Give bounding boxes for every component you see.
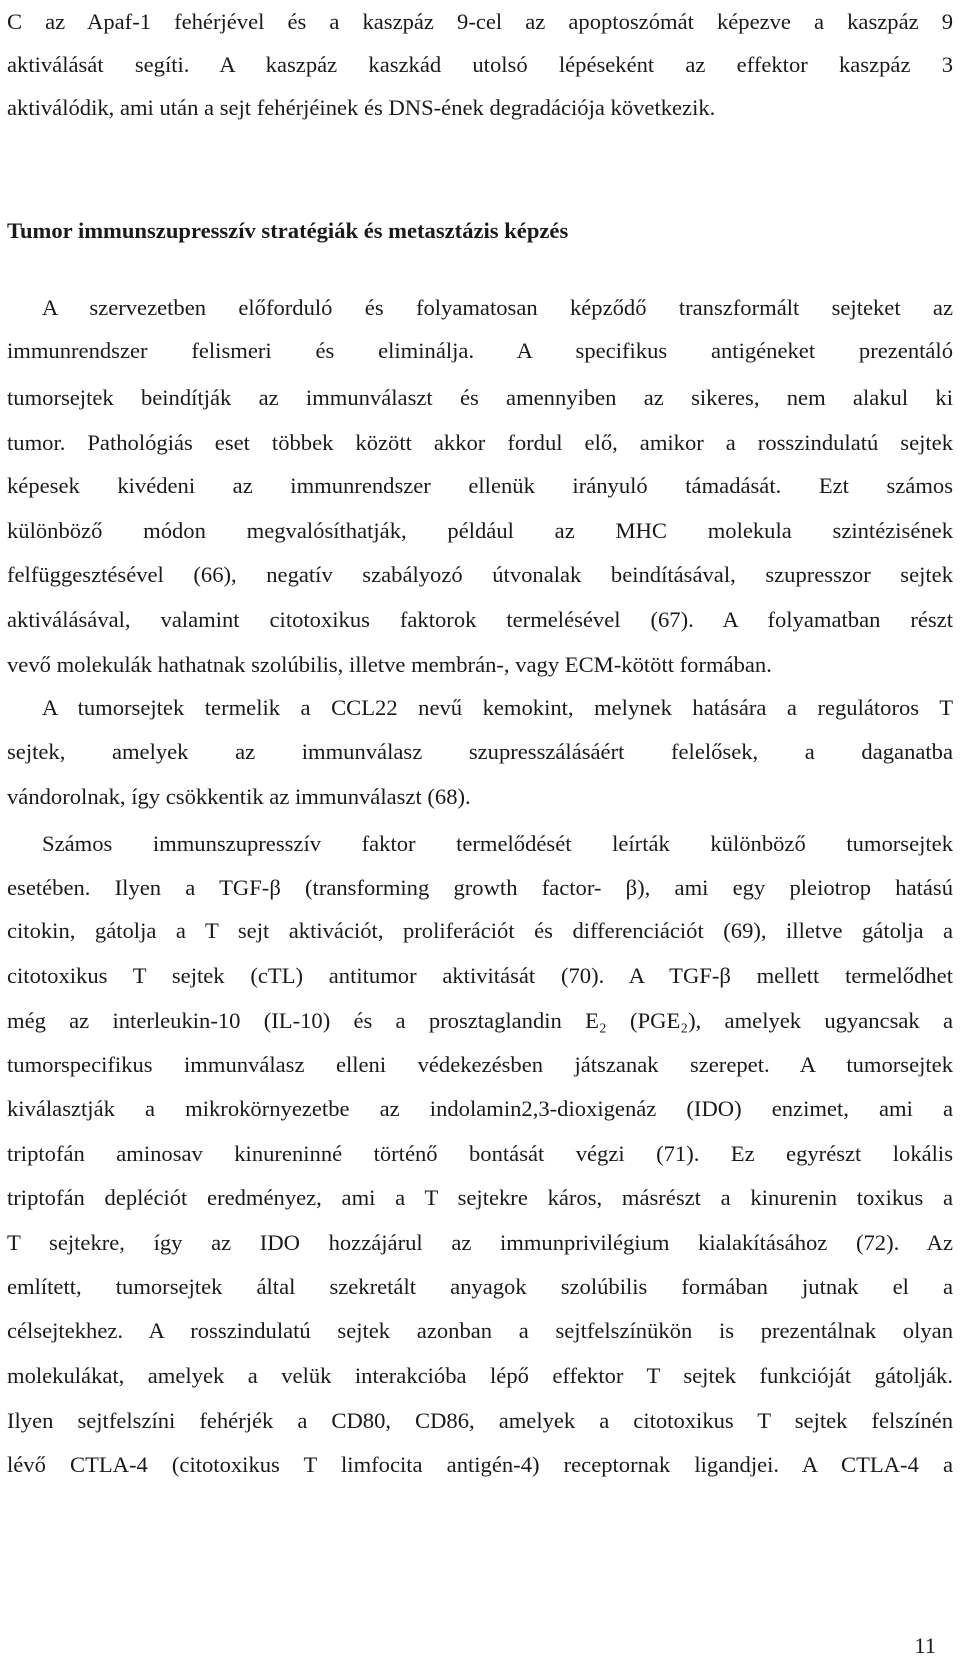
text-line: C az Apaf-1 fehérjével és a kaszpáz 9-cel az apoptoszómát képezve a kaszpáz 9 — [7, 9, 953, 34]
text-line: Számos immunszupresszív faktor termelődését leírták különböző tumorsejtek — [42, 831, 953, 856]
text-line: A tumorsejtek termelik a CCL22 nevű kemokint, melynek hatására a regulátoros T — [42, 695, 953, 720]
text-line: célsejtekhez. A rosszindulatú sejtek azonban a sejtfelszínükön is prezentálnak olyan — [7, 1318, 953, 1343]
text-line: triptofán aminosav kinureninné történő bontását végzi (71). Ez egyrészt lokális — [7, 1141, 953, 1166]
text-line: T sejtekre, így az IDO hozzájárul az immunprivilégium kialakításához (72). Az — [7, 1230, 953, 1255]
text-line: kiválasztják a mikrokörnyezetbe az indolamin2,3-dioxigenáz (IDO) enzimet, ami a — [7, 1096, 953, 1121]
text-line: immunrendszer felismeri és eliminálja. A specifikus antigéneket prezentáló — [7, 338, 953, 363]
text-line: még az interleukin-10 (IL-10) és a prosztaglandin E₂ (PGE₂), amelyek ugyancsak a — [7, 1008, 953, 1033]
text-line: esetében. Ilyen a TGF-β (transforming growth factor- β), ami egy pleiotrop hatású — [7, 875, 953, 900]
text-line: triptofán depléciót eredményez, ami a T sejtekre káros, másrészt a kinurenin toxikus a — [7, 1185, 953, 1210]
text-line: különböző módon megvalósíthatják, például az MHC molekula szintézisének — [7, 518, 953, 543]
text-line: A szervezetben előforduló és folyamatosan képződő transzformált sejteket az — [42, 295, 953, 320]
text-line: képesek kivédeni az immunrendszer ellenük irányuló támadását. Ezt számos — [7, 473, 953, 498]
text-line: tumorsejtek beindítják az immunválaszt és amennyiben az sikeres, nem alakul ki — [7, 385, 953, 410]
text-line: említett, tumorsejtek által szekretált anyagok szolúbilis formában jutnak el a — [7, 1274, 953, 1299]
text-line: citotoxikus T sejtek (cTL) antitumor aktivitását (70). A TGF-β mellett termelődhet — [7, 963, 953, 988]
text-line: felfüggesztésével (66), negatív szabályozó útvonalak beindításával, szupresszor sejtek — [7, 562, 953, 587]
text-line: tumorspecifikus immunválasz elleni védekezésben játszanak szerepet. A tumorsejtek — [7, 1052, 953, 1077]
page-number: 11 — [914, 1633, 936, 1658]
text-line: sejtek, amelyek az immunválasz szupresszálásáért felelősek, a daganatba — [7, 739, 953, 764]
text-line: aktiválásával, valamint citotoxikus faktorok termelésével (67). A folyamatban részt — [7, 607, 953, 632]
text-line: Ilyen sejtfelszíni fehérjék a CD80, CD86, amelyek a citotoxikus T sejtek felszínén — [7, 1408, 953, 1433]
text-line: aktiválódik, ami után a sejt fehérjéinek és DNS-ének degradációja következik. — [7, 95, 716, 120]
section-heading: Tumor immunszupresszív stratégiák és metasztázis képzés — [7, 218, 569, 243]
text-line: tumor. Pathológiás eset többek között akkor fordul elő, amikor a rosszindulatú sejtek — [7, 430, 953, 455]
text-line: citokin, gátolja a T sejt aktivációt, proliferációt és differenciációt (69), illetve gátolja a — [7, 918, 953, 943]
text-line: vevő molekulák hathatnak szolúbilis, illetve membrán-, vagy ECM-kötött formában. — [7, 652, 772, 677]
text-line: molekulákat, amelyek a velük interakcióba lépő effektor T sejtek funkcióját gátolják. — [7, 1363, 953, 1388]
text-line: vándorolnak, így csökkentik az immunválaszt (68). — [7, 784, 471, 809]
text-line: aktiválását segíti. A kaszpáz kaszkád utolsó lépéseként az effektor kaszpáz 3 — [7, 52, 953, 77]
text-line: lévő CTLA-4 (citotoxikus T limfocita antigén-4) receptornak ligandjei. A CTLA-4 a — [7, 1452, 953, 1477]
